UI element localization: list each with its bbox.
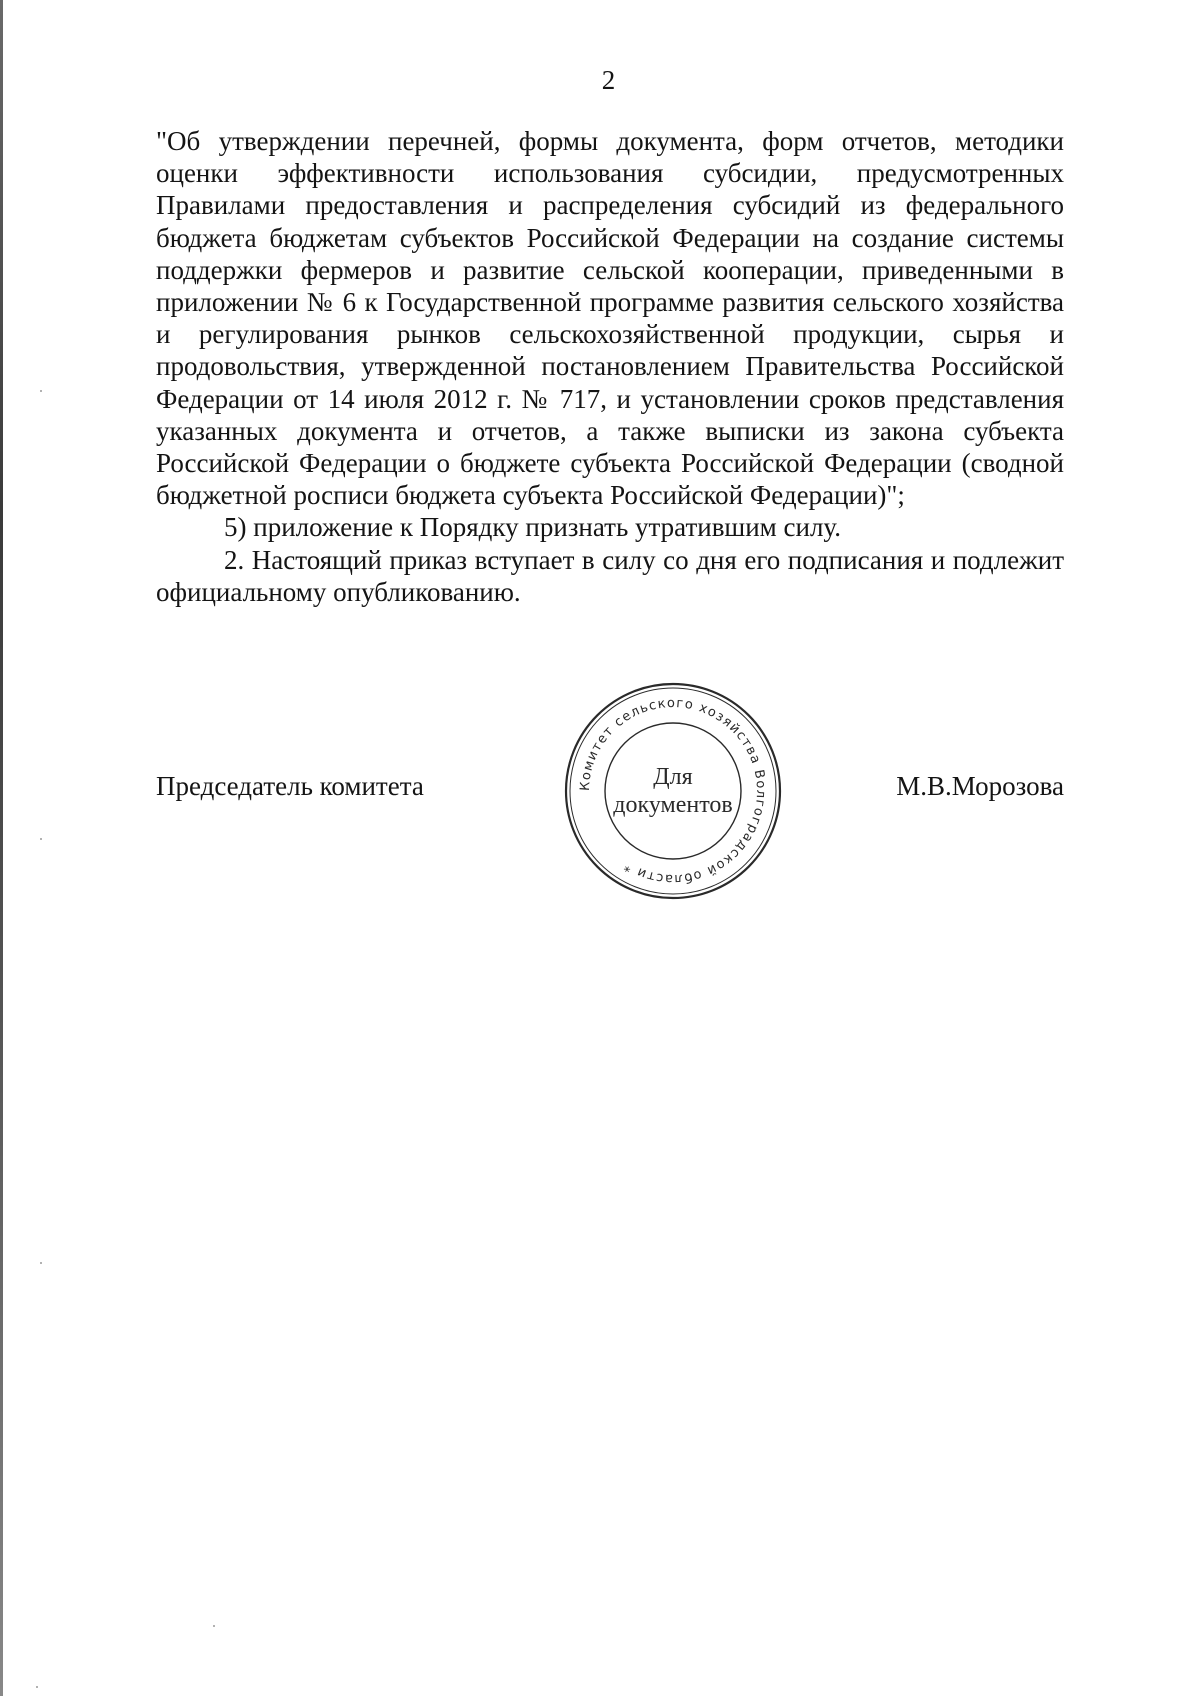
seal-graphic	[562, 680, 784, 902]
scan-speck	[40, 1262, 42, 1264]
document-body	[156, 125, 1064, 608]
paragraph-order-title: "Об утверждении перечней, формы документа, форм отчетов, методики оценки эффективности использования субсидии, предусмотренных Правилами предоставления и распределения субсидий из федерального бюджета бюджетам субъектов Российской Федерации на создание системы поддержки фермеров и развитие сельской кооперации, приведенными в приложении № 6 к Государственной программе развития сельского хозяйства и регулирования рынков сельскохозяйственной продукции, сырья и продовольствия, утвержденной постановлением Правительства Российской Федерации от 14 июля 2012 г. № 717, и установлении сроков представления указанных документа и отчетов, а также выписки из закона субъекта Российской Федерации о бюджете субъекта Российской Федерации (сводной бюджетной росписи бюджета субъекта Российской Федерации)";	[156, 126, 1064, 511]
scan-speck	[40, 838, 42, 840]
official-seal	[562, 680, 784, 902]
seal-inner-ring	[605, 723, 741, 859]
signatory-name: М.В.Морозова	[896, 771, 1064, 801]
seal-outer-ring	[566, 684, 780, 898]
paragraph-item-5: 5) приложение к Порядку признать утратившим силу.	[224, 512, 841, 543]
seal-ring-text: Комитет сельского хозяйства Волгоградской области *	[577, 695, 769, 887]
scan-speck	[213, 1625, 215, 1627]
scan-edge	[0, 0, 3, 1696]
scan-speck	[36, 1686, 38, 1688]
seal-center-line-1: Для	[653, 764, 693, 790]
signatory-position: Председатель комитета	[156, 771, 424, 801]
seal-center-line-2: документов	[613, 792, 733, 818]
scan-speck	[40, 390, 42, 392]
paragraph-item-2: 2. Настоящий приказ вступает в силу со дня его подписания и подлежит официальному опубликованию.	[156, 544, 1064, 607]
seal-outer-ring-inner	[570, 688, 776, 894]
page-number: 2	[601, 65, 616, 95]
